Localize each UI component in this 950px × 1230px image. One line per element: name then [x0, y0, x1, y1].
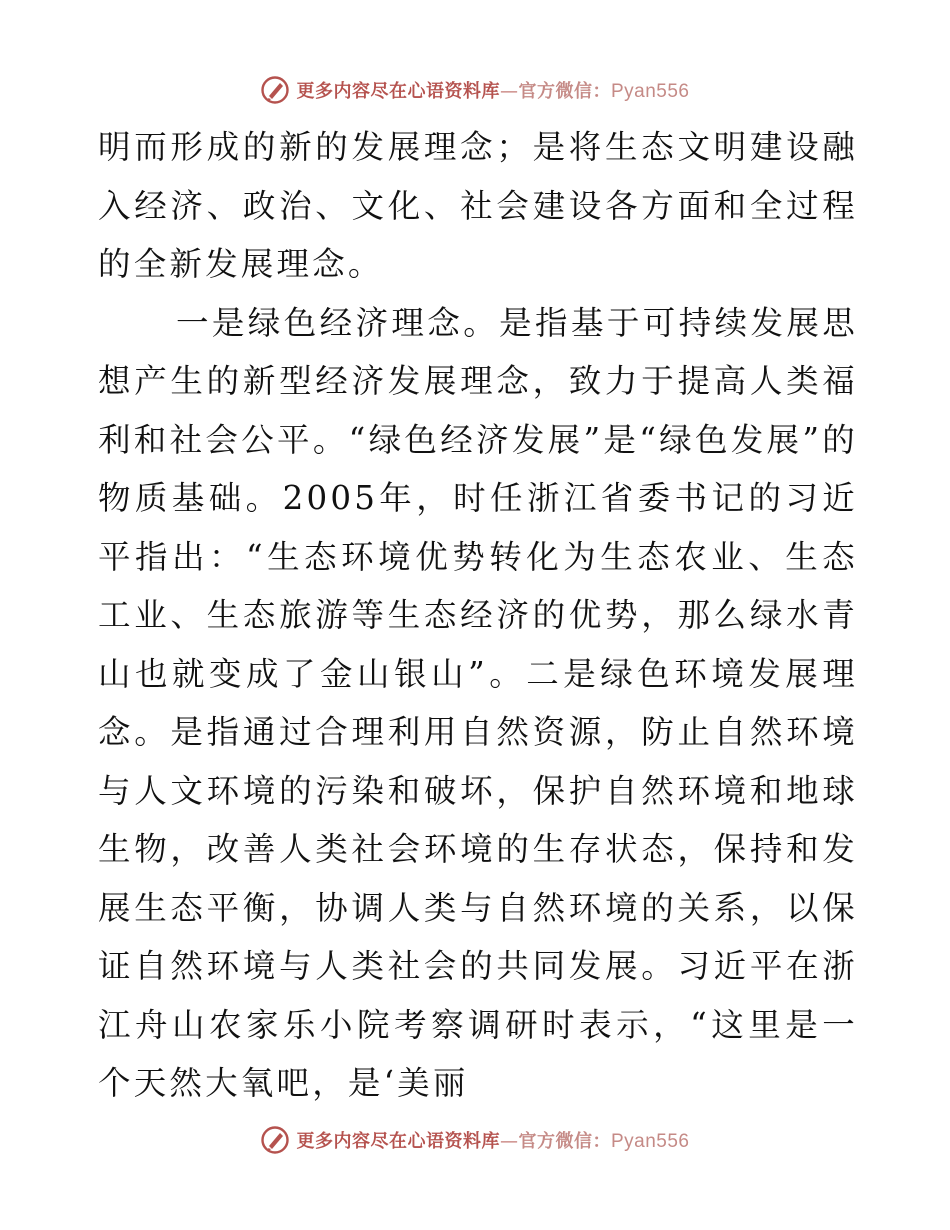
brand-logo-icon: [260, 1125, 290, 1155]
body-paragraph-2: 一是绿色经济理念。是指基于可持续发展思想产生的新型经济发展理念，致力于提高人类福利和社会公平。“绿色经济发展”是“绿色发展”的物质基础。2005年，时任浙江省委书记的习近平指出：“生态环境优势转化为生态农业、生态工业、生态旅游等生态经济的优势，那么绿水青山也就变成了金山银山”。二是绿色环境发展理念。是指通过合理利用自然资源，防止自然环境与人文环境的污染和破坏，保护自然环境和地球生物，改善人类社会环境的生存状态，保持和发展生态平衡，协调人类与自然环境的关系，以保证自然环境与人类社会的共同发展。习近平在浙江舟山农家乐小院考察调研时表示，“这里是一个天然大氧吧，是‘美丽: [98, 303, 858, 1102]
footer-banner-wechat-label: 官方微信：: [518, 1131, 611, 1152]
header-banner-main: 更多内容尽在心语资料库: [296, 81, 500, 102]
footer-watermark-banner: [0, 1120, 950, 1160]
header-banner-dash: —: [499, 81, 519, 102]
document-body: [98, 118, 858, 1113]
footer-banner-main: 更多内容尽在心语资料库: [296, 1131, 500, 1152]
header-banner-text: [296, 77, 689, 103]
brand-logo-icon: [260, 75, 290, 105]
footer-banner-text: [296, 1127, 689, 1153]
footer-banner-dash: —: [499, 1131, 519, 1152]
body-paragraph-1: 明而形成的新的发展理念；是将生态文明建设融入经济、政治、文化、社会建设各方面和全过程的全新发展理念。: [98, 128, 858, 283]
header-banner-account: Pyan556: [610, 81, 690, 102]
header-watermark-banner: [0, 70, 950, 110]
header-banner-wechat-label: 官方微信：: [518, 81, 611, 102]
footer-banner-account: Pyan556: [610, 1131, 690, 1152]
